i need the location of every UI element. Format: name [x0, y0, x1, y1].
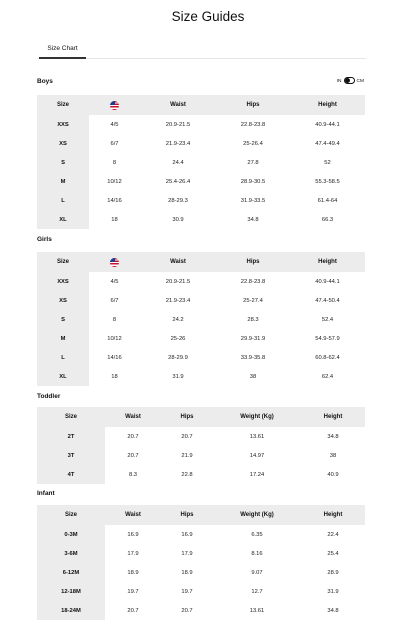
table-row: [37, 446, 365, 465]
table-cell: 22.8-23.8: [240, 121, 266, 128]
table-cell: 22.8-23.8: [240, 278, 266, 285]
table-row: [37, 191, 365, 210]
column-header: Hips: [216, 95, 290, 115]
table-cell: 54.9-57.9: [315, 335, 340, 342]
table-cell: 28-29.3: [168, 197, 188, 204]
column-header: Waist: [105, 505, 161, 525]
column-header: Height: [290, 95, 365, 115]
table-row: [37, 427, 365, 446]
toggle-switch-icon[interactable]: [344, 77, 355, 84]
table-cell: 14/16: [107, 354, 122, 361]
table-row: [37, 153, 365, 172]
table-cell: 10/12: [107, 178, 122, 185]
tab-bar: [37, 41, 366, 59]
size-label-cell: M: [37, 172, 89, 191]
table-header-row: [37, 505, 365, 525]
table-cell: 6/7: [110, 140, 119, 147]
size-label-cell: XL: [37, 210, 89, 229]
table-cell: 20.9-21.5: [165, 278, 191, 285]
size-label-cell: L: [37, 348, 89, 367]
size-label-cell: S: [37, 310, 89, 329]
table-cell: 29.9-31.9: [240, 335, 266, 342]
size-label-cell: XS: [37, 291, 89, 310]
size-label-cell: XXS: [37, 115, 89, 134]
us-flag-icon: [89, 252, 140, 272]
girls-size-table: [37, 252, 365, 386]
column-header: Waist: [140, 252, 216, 272]
size-label-cell: 0-3M: [37, 525, 105, 544]
table-cell: 6.35: [251, 531, 263, 538]
size-label-cell: 2T: [37, 427, 105, 446]
us-flag-icon: [89, 95, 140, 115]
table-cell: 13.61: [249, 433, 265, 440]
section-title-toddler: Toddler: [37, 393, 61, 400]
tab-size-chart[interactable]: Size Chart: [39, 44, 86, 59]
table-cell: 66.3: [321, 216, 334, 223]
size-label-cell: XL: [37, 367, 89, 386]
table-cell: 34.8: [327, 433, 339, 440]
table-row: [37, 172, 365, 191]
column-header: Hips: [161, 407, 213, 427]
table-cell: 25.4: [327, 550, 339, 557]
table-cell: 34.8: [327, 607, 339, 614]
table-cell: 40.9: [327, 471, 339, 478]
table-cell: 17.9: [127, 550, 139, 557]
table-cell: 31.9-33.5: [240, 197, 266, 204]
table-cell: 38: [329, 452, 337, 459]
table-cell: 55.3-58.5: [315, 178, 340, 185]
table-cell: 17.9: [181, 550, 193, 557]
table-cell: 6/7: [110, 297, 119, 304]
table-row: [37, 291, 365, 310]
table-cell: 31.9: [327, 588, 339, 595]
unit-in-label: IN: [336, 79, 342, 84]
table-cell: 17.24: [249, 471, 265, 478]
table-cell: 24.4: [172, 159, 184, 166]
size-label-cell: 3T: [37, 446, 105, 465]
table-row: [37, 563, 365, 582]
table-cell: 21.9-23.4: [165, 140, 191, 147]
column-header: Hips: [161, 505, 213, 525]
table-cell: 22.8: [181, 471, 193, 478]
size-label-cell: S: [37, 153, 89, 172]
column-header: Weight (Kg): [213, 407, 301, 427]
table-cell: 25-26: [170, 335, 186, 342]
table-cell: 8.3: [128, 471, 138, 478]
column-header: Waist: [140, 95, 216, 115]
table-cell: 47.4-50.4: [315, 297, 340, 304]
table-row: [37, 601, 365, 620]
table-cell: 18.9: [127, 569, 139, 576]
infant-size-table: [37, 505, 365, 620]
table-cell: 34.8: [247, 216, 259, 223]
page-title: Size Guides: [171, 9, 245, 24]
size-label-cell: L: [37, 191, 89, 210]
size-label-cell: 6-12M: [37, 563, 105, 582]
table-cell: 25-27.4: [243, 297, 263, 304]
table-cell: 21.9: [181, 452, 193, 459]
table-header-row: [37, 407, 365, 427]
table-cell: 14/16: [107, 197, 122, 204]
table-cell: 24.2: [172, 316, 184, 323]
table-cell: 20.7: [127, 607, 139, 614]
table-row: [37, 210, 365, 229]
table-cell: 19.7: [127, 588, 139, 595]
table-row: [37, 582, 365, 601]
table-cell: 8: [112, 316, 117, 323]
table-cell: 52.4: [321, 316, 334, 323]
table-row: [37, 367, 365, 386]
column-header: Size: [37, 252, 89, 272]
table-cell: 18: [111, 216, 118, 223]
table-cell: 40.9-44.1: [315, 278, 340, 285]
table-cell: 8.16: [251, 550, 263, 557]
table-cell: 25.4-26.4: [165, 178, 191, 185]
column-header: Size: [37, 95, 89, 115]
section-title-boys: Boys: [37, 78, 53, 85]
table-cell: 25-26.4: [243, 140, 263, 147]
table-cell: 19.7: [181, 588, 193, 595]
column-header: Height: [290, 252, 365, 272]
table-header-row: [37, 252, 365, 272]
table-row: [37, 310, 365, 329]
table-cell: 20.7: [127, 452, 139, 459]
table-cell: 20.7: [181, 433, 193, 440]
table-cell: 20.9-21.5: [165, 121, 191, 128]
table-cell: 28.9: [327, 569, 339, 576]
table-cell: 47.4-49.4: [315, 140, 340, 147]
table-cell: 16.9: [181, 531, 193, 538]
table-cell: 9.07: [251, 569, 263, 576]
section-title-girls: Girls: [37, 236, 52, 243]
table-header-row: [37, 95, 365, 115]
table-cell: 31.9: [172, 373, 184, 380]
toddler-size-table: [37, 407, 365, 484]
size-label-cell: 12-18M: [37, 582, 105, 601]
size-label-cell: 3-6M: [37, 544, 105, 563]
table-cell: 18: [111, 373, 118, 380]
table-cell: 21.9-23.4: [165, 297, 191, 304]
table-cell: 38: [249, 373, 257, 380]
table-row: [37, 525, 365, 544]
table-cell: 28.9-30.5: [240, 178, 266, 185]
table-cell: 22.4: [327, 531, 339, 538]
column-header: Size: [37, 407, 105, 427]
column-header: Waist: [105, 407, 161, 427]
table-row: [37, 348, 365, 367]
table-cell: 52: [324, 159, 331, 166]
size-label-cell: M: [37, 329, 89, 348]
table-cell: 13.61: [249, 607, 265, 614]
table-row: [37, 465, 365, 484]
column-header: Height: [301, 407, 365, 427]
column-header: Size: [37, 505, 105, 525]
column-header: Hips: [216, 252, 290, 272]
section-title-infant: Infant: [37, 490, 55, 497]
table-cell: 60.8-62.4: [315, 354, 340, 361]
size-label-cell: XS: [37, 134, 89, 153]
unit-cm-label: CM: [356, 79, 364, 84]
column-header: Weight (Kg): [213, 505, 301, 525]
boys-size-table: [37, 95, 365, 229]
table-cell: 16.9: [127, 531, 139, 538]
table-cell: 28.3: [247, 316, 259, 323]
table-cell: 40.9-44.1: [315, 121, 340, 128]
table-row: [37, 329, 365, 348]
size-label-cell: XXS: [37, 272, 89, 291]
table-cell: 4/5: [110, 278, 119, 285]
unit-toggle[interactable]: [337, 75, 364, 85]
table-row: [37, 134, 365, 153]
table-cell: 14.97: [249, 452, 265, 459]
table-cell: 61.4-64: [317, 197, 338, 204]
table-row: [37, 272, 365, 291]
table-cell: 8: [112, 159, 117, 166]
table-cell: 4/5: [110, 121, 119, 128]
size-label-cell: 4T: [37, 465, 105, 484]
table-cell: 28-29.9: [168, 354, 188, 361]
table-cell: 12.7: [251, 588, 263, 595]
table-row: [37, 115, 365, 134]
table-cell: 18.9: [181, 569, 193, 576]
table-cell: 30.9: [172, 216, 184, 223]
column-header: Height: [301, 505, 365, 525]
table-cell: 62.4: [321, 373, 334, 380]
size-label-cell: 18-24M: [37, 601, 105, 620]
table-cell: 20.7: [127, 433, 139, 440]
table-cell: 20.7: [181, 607, 193, 614]
table-cell: 27.8: [247, 159, 259, 166]
table-row: [37, 544, 365, 563]
table-cell: 10/12: [107, 335, 122, 342]
table-cell: 33.9-35.8: [240, 354, 266, 361]
